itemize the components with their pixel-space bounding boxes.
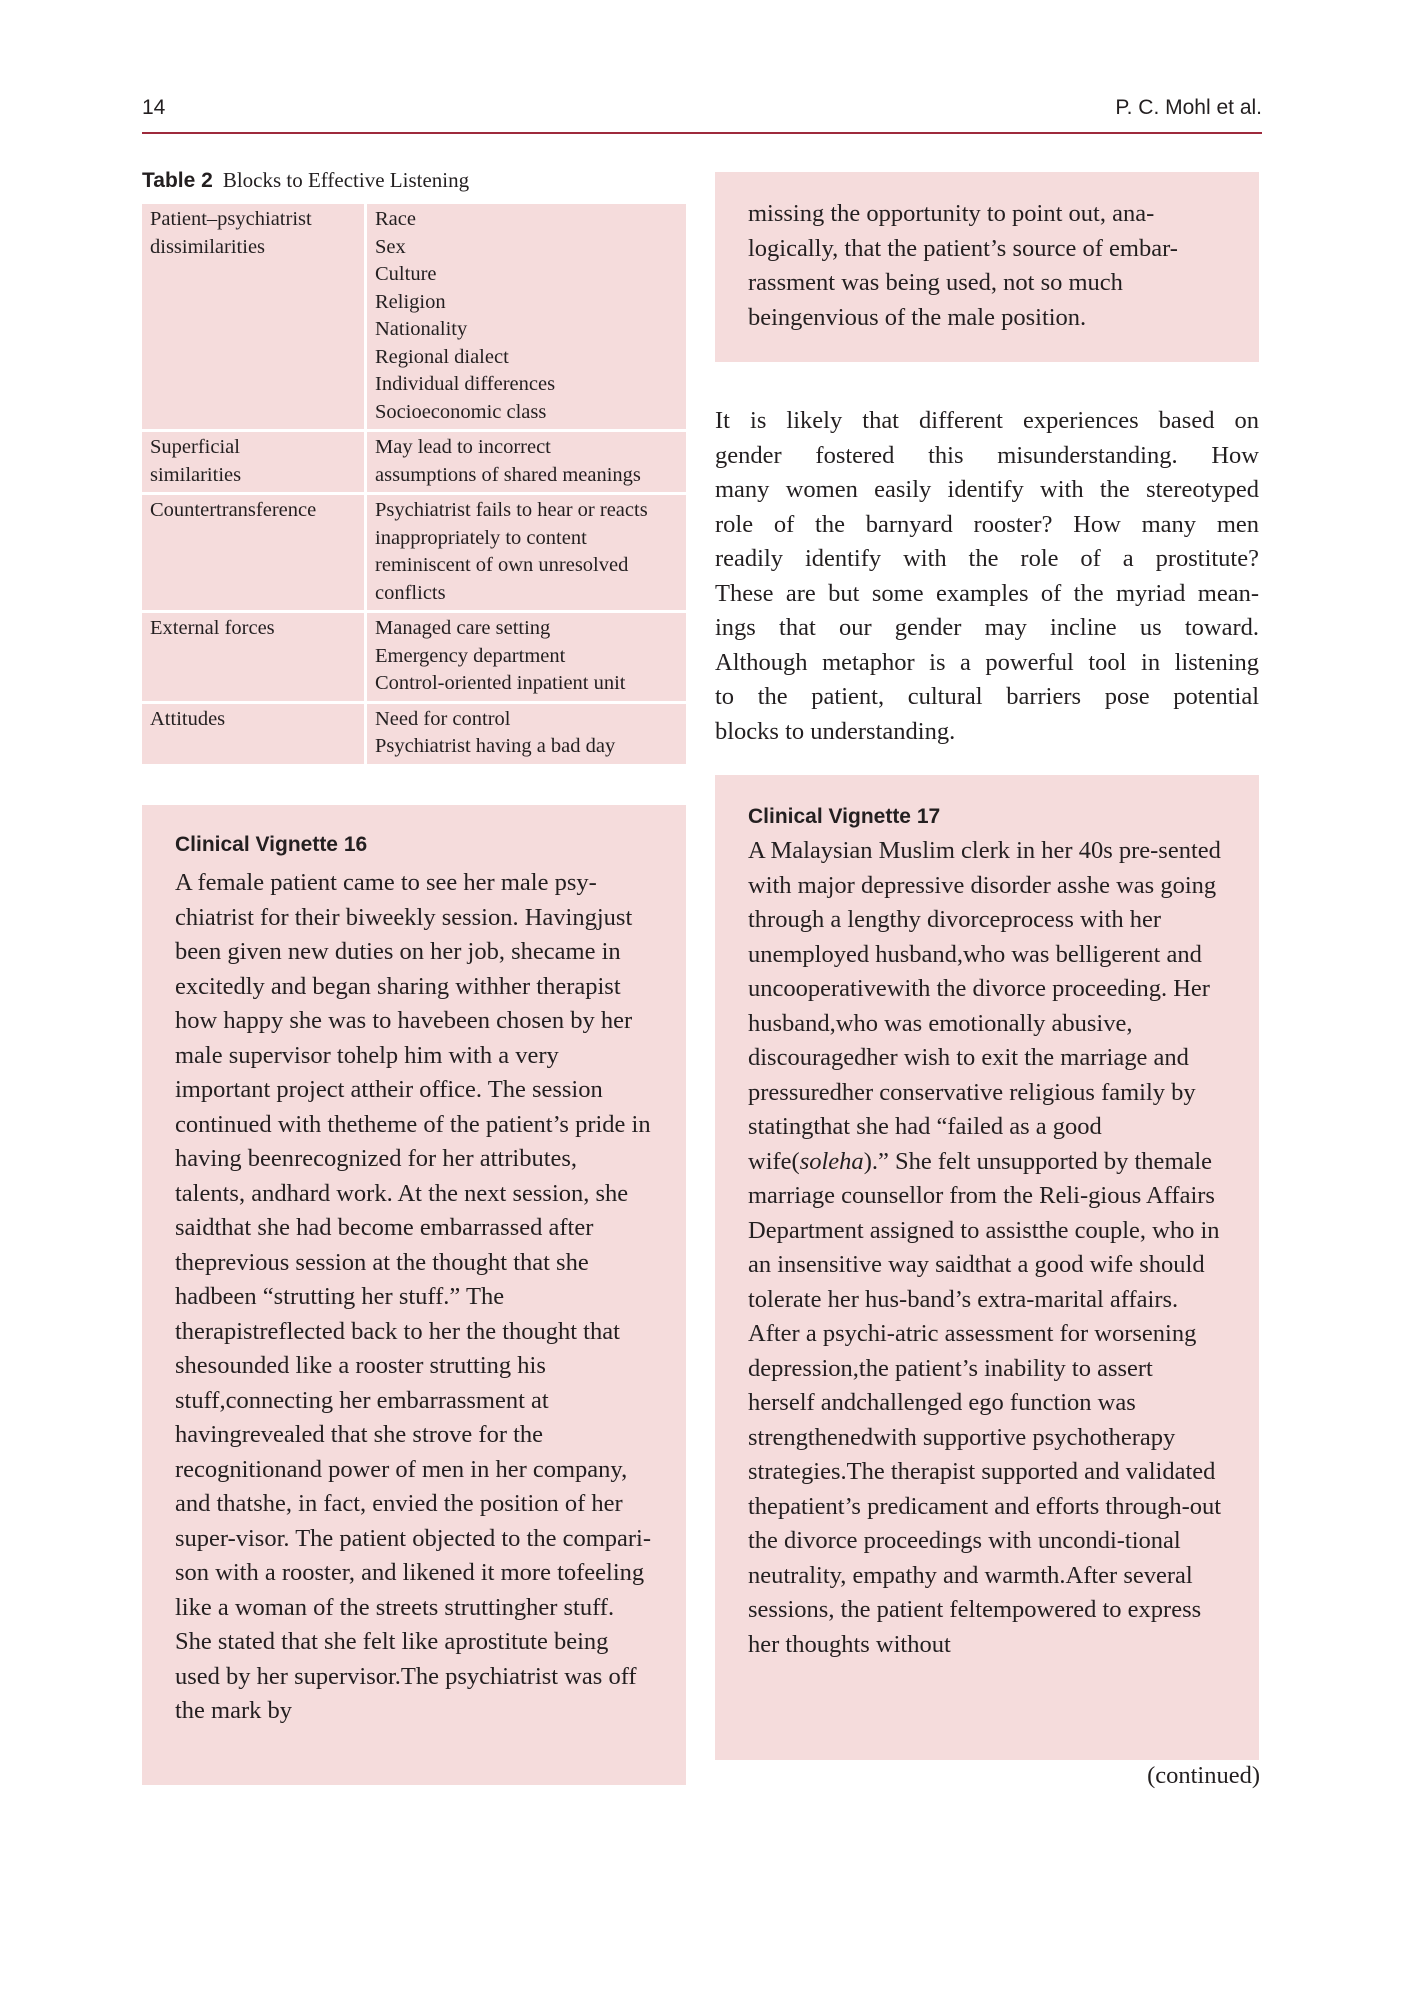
body-paragraph: [715, 404, 1259, 749]
text-line: The psychiatrist was off the mark by: [175, 1662, 637, 1724]
table-category-cell: [142, 204, 366, 431]
text-line: logically, that the patient’s source of embar-: [748, 234, 1178, 262]
table-category-line: dissimilarities: [150, 235, 266, 258]
table-category-cell: [142, 612, 366, 703]
text-line: connecting her embarrassment at having: [175, 1386, 549, 1448]
text-line: been chosen by her male supervisor to: [175, 1007, 633, 1069]
table-row: [142, 494, 686, 612]
table-item-line: Sex: [375, 235, 406, 258]
text-line: her therapist how happy she was to have: [175, 972, 621, 1034]
table-category-cell: [142, 431, 366, 494]
table-item-line: reminiscent of own unresolved: [375, 554, 629, 576]
page-number: 14: [142, 96, 166, 119]
text-line: reflected back to her the thought that she: [175, 1317, 620, 1379]
table-title: Blocks to Effective Listening: [222, 168, 470, 192]
text-line: their office. The session continued with the: [175, 1076, 603, 1138]
text-line: revealed that she strove for the recognition: [175, 1421, 544, 1483]
text-line: tional neutrality, empathy and warmth.: [748, 1527, 1181, 1589]
text-line: It is likely that different experiences based on: [715, 407, 1259, 434]
table-category-line: External forces: [150, 617, 275, 639]
table-row: [142, 612, 686, 703]
table-item-line: May lead to incorrect: [375, 436, 551, 458]
text-line: many women easily identify with the stereotyped: [715, 476, 1259, 503]
table-category-cell: [142, 494, 366, 612]
table-category-line: similarities: [150, 463, 242, 486]
text-line: and power of men in her company, and that: [175, 1455, 628, 1517]
text-line: The therapist supported and validated the: [748, 1458, 1216, 1520]
text-line: gender fostered this misunderstanding. How: [715, 441, 1259, 469]
text-line: sounded like a rooster strutting his stuff,: [175, 1352, 546, 1414]
text-line: her wish to exit the marriage and pressured: [748, 1044, 1189, 1106]
table-item-line: Need for control: [375, 707, 511, 730]
table-item-line: Emergency department: [375, 644, 566, 667]
table-item-line: Socioeconomic class: [375, 400, 547, 423]
text-line: challenged ego function was strengthened: [748, 1389, 1136, 1451]
text-line: male marriage counsellor from the Reli-: [748, 1147, 1213, 1209]
table-item-line: conflicts: [375, 581, 446, 604]
text-line: atric assessment for worsening depression,: [748, 1320, 1197, 1382]
text-line: rassment was being used, not so much being: [748, 269, 1123, 331]
text-line: to the patient, cultural barriers pose potential: [715, 683, 1259, 710]
table-items-cell: [366, 612, 687, 703]
table-category-line: Attitudes: [150, 707, 226, 730]
text-line: out the divorce proceedings with uncondi-: [748, 1492, 1222, 1554]
text-line: (soleha).” She felt unsupported by the: [791, 1147, 1165, 1175]
table-items-cell: [366, 494, 687, 612]
text-line: A Malaysian Muslim clerk in her 40s pre-: [748, 837, 1159, 864]
text-line: with supportive psychotherapy strategies.: [748, 1423, 1176, 1485]
table-items-cell: [366, 431, 687, 494]
text-line: chiatrist for their biweekly session. Having: [175, 903, 597, 931]
table-category-line: Superficial: [150, 436, 240, 458]
text-line: sented with major depressive disorder as: [748, 837, 1221, 899]
text-line: visor. The patient objected to the compari-: [235, 1524, 651, 1552]
text-line: empowered to express her thoughts without: [748, 1596, 1202, 1658]
text-line: with the divorce proceeding. Her husband,: [748, 975, 1210, 1037]
vignette17-text: [748, 834, 1224, 1662]
text-line: her conservative religious family by stating: [748, 1078, 1196, 1140]
table-item-line: Race: [375, 208, 416, 230]
text-line: blocks to understanding.: [715, 717, 956, 745]
text-line: process with her unemployed husband,: [748, 906, 1161, 968]
table-items-cell: [366, 702, 687, 765]
vignette16-heading: Clinical Vignette 16: [175, 833, 368, 856]
text-line: A female patient came to see her male psy-: [175, 869, 597, 896]
text-line: hard work. At the next session, she said: [175, 1179, 629, 1241]
text-line: role of the barnyard rooster? How many men: [715, 510, 1259, 538]
text-line: who was emotionally abusive, discouraged: [748, 1009, 1133, 1071]
table-row: [142, 702, 686, 765]
table-row: [142, 431, 686, 494]
table-category-line: Countertransference: [150, 499, 317, 521]
text-line: feeling like a woman of the streets strutting: [175, 1559, 645, 1621]
table-item-line: Culture: [375, 263, 437, 285]
table-item-line: Regional dialect: [375, 345, 509, 368]
text-line: came in excitedly and began sharing with: [175, 938, 621, 1000]
table-label: Table 2: [142, 169, 213, 192]
table-items-cell: [366, 204, 687, 431]
vignette16-continuation-text: [748, 197, 1224, 335]
text-line: theme of the patient’s pride in having been: [175, 1110, 651, 1172]
text-line: band’s extra-marital affairs. After a psychi-: [748, 1285, 1179, 1347]
continued-label: (continued): [1147, 1762, 1260, 1789]
table-item-line: Psychiatrist having a bad day: [375, 735, 616, 757]
table-item-line: Religion: [375, 290, 446, 313]
text-line: ings that our gender may incline us toward.: [715, 614, 1259, 641]
table-item-line: Control-oriented inpatient unit: [375, 672, 626, 694]
table-item-line: Managed care setting: [375, 617, 551, 639]
table-item-line: inappropriately to content: [375, 526, 587, 549]
table-item-line: Nationality: [375, 318, 468, 340]
text-line: son with a rooster, and likened it more to: [175, 1559, 577, 1586]
table-caption: [142, 168, 469, 193]
table-row: [142, 204, 686, 431]
text-line: recognized for her attributes, talents, and: [175, 1145, 578, 1207]
text-line: gious Affairs Department assigned to assist: [748, 1182, 1215, 1244]
text-line: the couple, who in an insensitive way said: [748, 1216, 1220, 1278]
text-line: These are but some examples of the myriad mean-: [715, 579, 1259, 607]
text-line: been “strutting her stuff.” The therapist: [175, 1283, 505, 1345]
text-line: that she had “failed as a good wife: [748, 1113, 1102, 1175]
text-line: just been given new duties on her job, she: [175, 903, 633, 965]
text-line: she was going through a lengthy divorce: [748, 871, 1217, 933]
text-line: that she had become embarrassed after the: [175, 1214, 594, 1276]
text-line: she, in fact, envied the position of her super-: [175, 1490, 623, 1552]
text-line: that a good wife should tolerate her hus-: [748, 1251, 1205, 1313]
table-item-line: assumptions of shared meanings: [375, 463, 641, 486]
text-line: who was belligerent and uncooperative: [748, 940, 1202, 1002]
table-item-line: Psychiatrist fails to hear or reacts: [375, 499, 648, 521]
italic-term: soleha: [799, 1147, 864, 1175]
vignette16-text: [175, 866, 651, 1729]
text-line: Although metaphor is a powerful tool in listening: [715, 648, 1259, 676]
running-header: [142, 96, 1262, 134]
text-line: readily identify with the role of a prostitute?: [715, 545, 1259, 572]
table-item-line: Individual differences: [375, 373, 556, 395]
text-line: prostitute being used by her supervisor.: [175, 1628, 609, 1690]
text-line: her stuff. She stated that she felt like a: [175, 1593, 615, 1655]
running-head-authors: P. C. Mohl et al.: [1115, 96, 1262, 119]
table-category-line: Patient–psychiatrist: [150, 208, 312, 230]
text-line: After several sessions, the patient felt: [748, 1561, 1193, 1623]
blocks-table: [142, 204, 686, 767]
vignette17-heading: Clinical Vignette 17: [748, 805, 941, 828]
text-line: patient’s predicament and efforts through-: [777, 1492, 1190, 1520]
table-category-cell: [142, 702, 366, 765]
text-line: help him with a very important project at: [175, 1041, 559, 1103]
text-line: envious of the male position.: [802, 303, 1087, 331]
text-line: the patient’s inability to assert herself and: [748, 1354, 1153, 1416]
text-line: previous session at the thought that she had: [175, 1248, 589, 1310]
text-line: missing the opportunity to point out, ana-: [748, 200, 1155, 227]
